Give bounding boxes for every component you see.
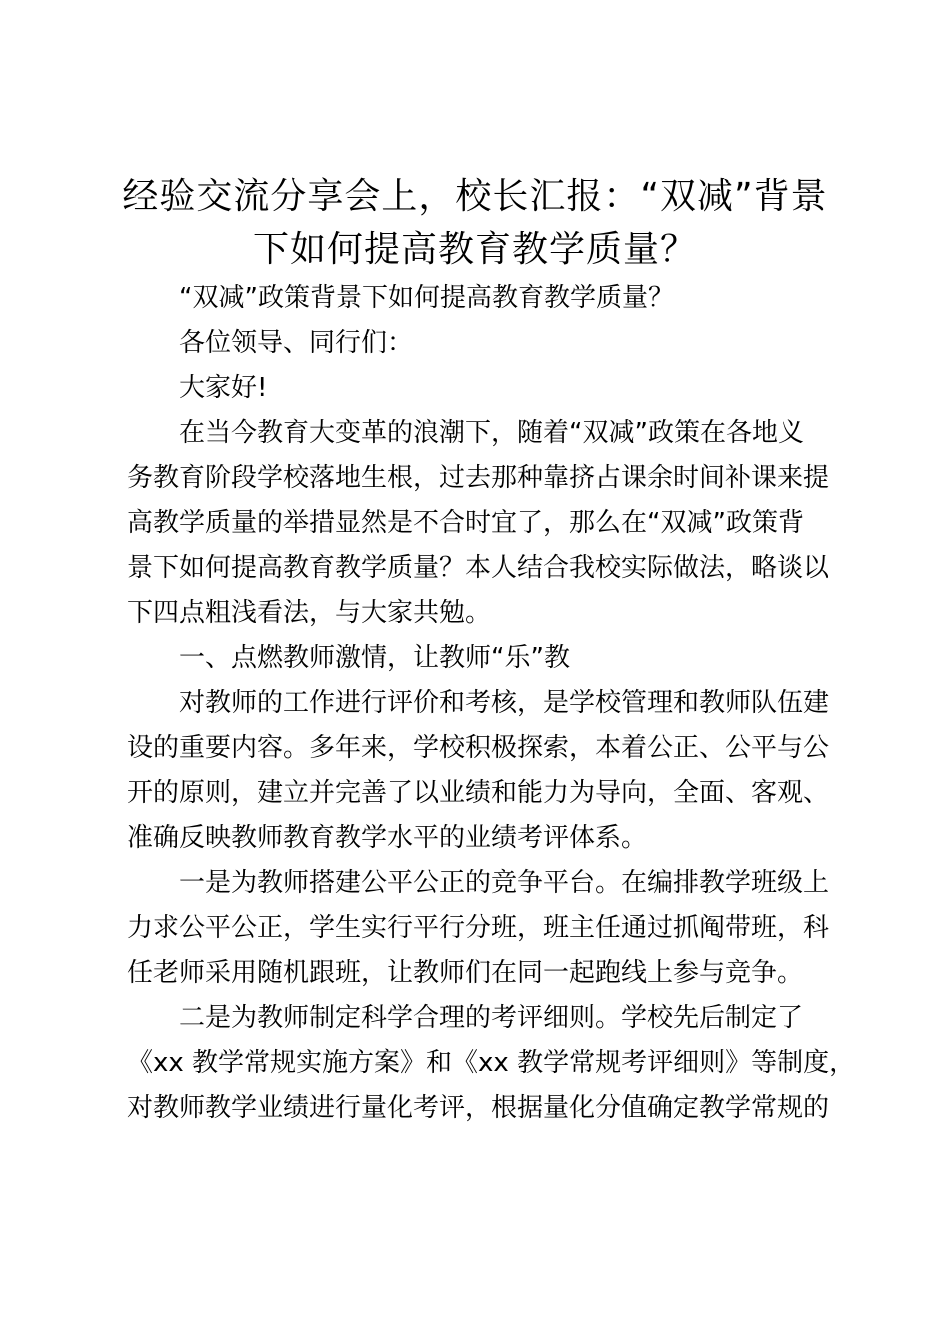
paragraph-line: 准确反映教师教育教学水平的业绩考评体系。 [127, 823, 648, 853]
document-title [120, 170, 830, 276]
section-heading-line: 一、点燃教师激情，让教师“乐”教 [179, 643, 570, 673]
section-heading-1 [127, 636, 832, 681]
greeting-line: 大家好! [179, 373, 268, 403]
subtitle [127, 276, 832, 321]
paragraph-line: 景下如何提高教育教学质量？本人结合我校实际做法，略谈以 [127, 553, 830, 583]
paragraph-line: 二是为教师制定科学合理的考评细则。学校先后制定了 [179, 1003, 804, 1033]
paragraph-line: 力求公平公正，学生实行平行分班，班主任通过抓阄带班，科 [127, 913, 830, 943]
paragraph-line: 设的重要内容。多年来，学校积极探索，本着公正、公平与公 [127, 733, 830, 763]
paragraph-line: 对教师教学业绩进行量化考评，根据量化分值确定教学常规的 [127, 1093, 830, 1123]
paragraph-line: 下四点粗浅看法，与大家共勉。 [127, 598, 492, 628]
greeting [127, 366, 832, 411]
title-line: 经验交流分享会上，校长汇报：“双减”背景 [122, 176, 828, 217]
paragraph-line: 一是为教师搭建公平公正的竞争平台。在编排教学班级上 [179, 868, 830, 898]
paragraph-line: 任老师采用随机跟班，让教师们在同一起跑线上参与竞争。 [127, 958, 804, 988]
paragraph-line: 《xx 教学常规实施方案》和《xx 教学常规考评细则》等制度， [127, 1048, 856, 1078]
paragraph-rules [127, 996, 856, 1131]
paragraph-platform [127, 861, 832, 996]
paragraph-line: 对教师的工作进行评价和考核，是学校管理和教师队伍建 [179, 688, 830, 718]
paragraph-line: 高教学质量的举措显然是不合时宜了，那么在“双减”政策背 [127, 508, 804, 538]
paragraph-line: 务教育阶段学校落地生根，过去那种靠挤占课余时间补课来提 [127, 463, 830, 493]
paragraph-evaluation [127, 681, 832, 861]
document-body [127, 276, 856, 1131]
paragraph-line: 在当今教育大变革的浪潮下，随着“双减”政策在各地义 [179, 418, 804, 448]
salutation [127, 321, 832, 366]
paragraph-intro [127, 411, 832, 636]
subtitle-line: “双减”政策背景下如何提高教育教学质量？ [179, 283, 674, 313]
paragraph-line: 开的原则，建立并完善了以业绩和能力为导向，全面、客观、 [127, 778, 830, 808]
title-line: 下如何提高教育教学质量？ [252, 229, 697, 270]
salutation-line: 各位领导、同行们： [179, 328, 414, 358]
